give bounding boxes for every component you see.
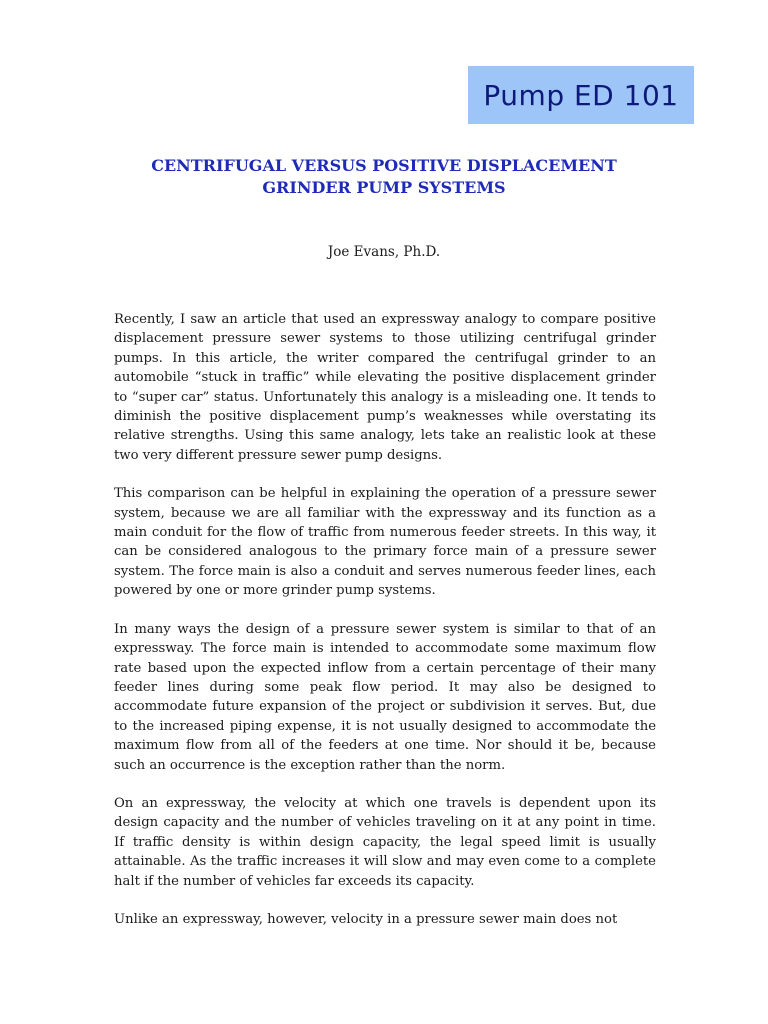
paragraph: Unlike an expressway, however, velocity in a pressure sewer main does not [114,911,618,927]
paragraph: In many ways the design of a pressure sewer system is similar to that of an expressway. The force main is intended to accommodate some maximum flow rate based upon the expected inflow from a certain percentage of their many feeder lines during some peak flow period. It may also be designed to accommodate future expansion of the project or subdivision it serves. But, due to the increased piping expense, it is not usually designed to accommodate the maximum flow from all of the feeders at one time. Nor should it be, because such an occurrence is the exception rather than the norm. [114,621,656,773]
document-badge [468,66,694,124]
paragraph: On an expressway, the velocity at which one travels is dependent upon its design capacity and the number of vehicles traveling on it at any point in time. If traffic density is within design capacity, the legal speed limit is usually attainable. As the traffic increases it will slow and may even come to a complete halt if the number of vehicles far exceeds its capacity. [114,795,656,889]
paragraph: This comparison can be helpful in explaining the operation of a pressure sewer system, because we are all familiar with the expressway and its function as a main conduit for the flow of traffic from numerous feeder streets. In this way, it can be considered analogous to the primary force main of a pressure sewer system. The force main is also a conduit and serves numerous feeder lines, each powered by one or more grinder pump systems. [114,486,656,599]
article-body [114,310,656,948]
document-title [0,155,768,199]
title-line-1: CENTRIFUGAL VERSUS POSITIVE DISPLACEMENT [151,156,617,175]
author-name: Joe Evans, Ph.D. [327,244,441,260]
paragraph: Recently, I saw an article that used an expressway analogy to compare positive displacement pressure sewer systems to those utilizing centrifugal grinder pumps. In this article, the writer compared the centrifugal grinder to an automobile “stuck in traffic” while elevating the positive displacement grinder to “super car” status. Unfortunately this analogy is a misleading one. It tends to diminish the positive displacement pump’s weaknesses while overstating its relative strengths. Using this same analogy, lets take an realistic look at these two very different pressure sewer pump designs. [114,312,656,463]
badge-text: Pump ED 101 [483,78,679,112]
title-line-2: GRINDER PUMP SYSTEMS [262,178,506,197]
